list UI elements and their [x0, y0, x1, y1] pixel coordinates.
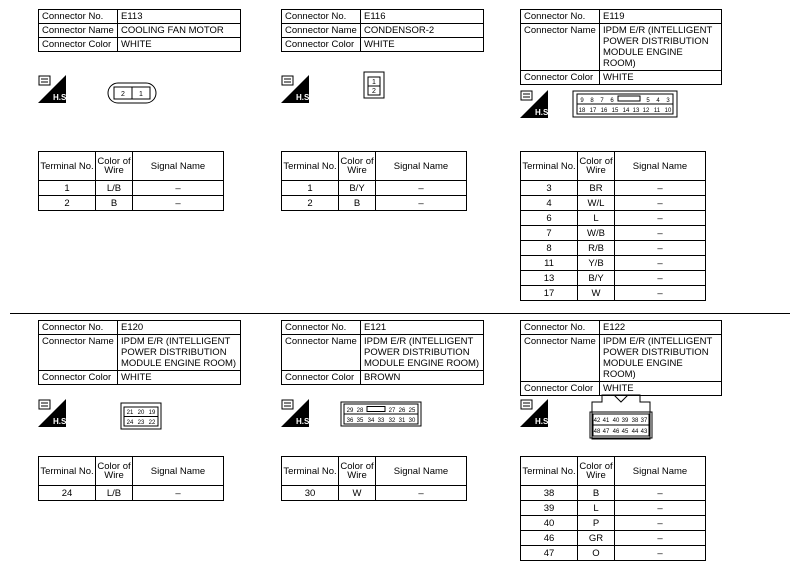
info-cell: Connector Color [521, 382, 600, 396]
pin-label: 44 [631, 429, 639, 435]
connector-face-e122 [584, 392, 658, 442]
table-row [521, 196, 706, 211]
pin-label: H.S. [296, 93, 312, 102]
pin-label: 9 [580, 98, 584, 104]
pin-label: 26 [398, 408, 406, 414]
table-cell: 2 [282, 196, 339, 211]
table-cell: 6 [521, 211, 578, 226]
connector-face-e120 [120, 402, 162, 430]
pin-label: 19 [148, 410, 156, 416]
label-connector-no: Connector No. [282, 10, 361, 24]
table-cell: 3 [521, 181, 578, 196]
table-cell: – [376, 181, 467, 196]
pin-label: 23 [137, 420, 145, 426]
pin-label: 12 [642, 108, 650, 114]
info-cell: IPDM E/R (INTELLIGENT POWER DISTRIBUTION MODULE ENGINE ROOM) [600, 24, 722, 71]
table-cell: – [133, 486, 224, 501]
col-terminal-no: Terminal No. [39, 152, 96, 181]
table-row [521, 211, 706, 226]
table-row [39, 486, 224, 501]
table-cell: – [615, 531, 706, 546]
pin-label: 15 [611, 108, 619, 114]
pin-label: 38 [631, 418, 639, 424]
table-cell: 38 [521, 486, 578, 501]
connector-info-e120 [38, 320, 241, 385]
pin-label: 46 [612, 429, 620, 435]
info-cell: IPDM E/R (INTELLIGENT POWER DISTRIBUTION MODULE ENGINE ROOM) [600, 335, 722, 382]
pin-label: 20 [137, 410, 145, 416]
harness-side-icon [281, 399, 312, 427]
harness-side-icon [520, 90, 551, 118]
column-header: Color of Wire [578, 457, 615, 486]
table-cell: 8 [521, 241, 578, 256]
table-cell: – [615, 486, 706, 501]
connector-info-e119 [520, 9, 722, 85]
table-row [39, 196, 224, 211]
connector-no-value: E113 [118, 10, 241, 24]
pin-label: 16 [600, 108, 608, 114]
connector-name-value: CONDENSOR-2 [361, 24, 484, 38]
pin-label: 1 [139, 91, 143, 98]
info-cell: Connector No. [39, 321, 118, 335]
info-cell: Connector Name [521, 335, 600, 382]
connector-info-e116 [281, 9, 484, 52]
pin-label: 3 [666, 98, 670, 104]
column-header: Signal Name [133, 457, 224, 486]
table-cell: B/Y [339, 181, 376, 196]
table-row [282, 181, 467, 196]
connector-no-value: E116 [361, 10, 484, 24]
pin-label: 11 [653, 108, 661, 114]
info-cell: Connector No. [521, 10, 600, 24]
pin-label: 48 [593, 429, 601, 435]
connector-color-value: WHITE [361, 38, 484, 52]
pin-label: 7 [600, 98, 604, 104]
table-row [521, 486, 706, 501]
table-cell: 39 [521, 501, 578, 516]
table-cell: O [578, 546, 615, 561]
table-cell: B/Y [578, 271, 615, 286]
table-cell: B [96, 196, 133, 211]
info-cell: WHITE [600, 382, 722, 396]
column-header: Terminal No. [282, 152, 339, 181]
pin-label: 24 [126, 420, 134, 426]
table-cell: 24 [39, 486, 96, 501]
pin-label: 8 [590, 98, 594, 104]
table-row [521, 531, 706, 546]
table-row [39, 181, 224, 196]
table-cell: L/B [96, 181, 133, 196]
table-row [521, 501, 706, 516]
column-header: Terminal No. [39, 457, 96, 486]
table-cell: 40 [521, 516, 578, 531]
pin-label: 35 [356, 418, 364, 424]
table-row [521, 286, 706, 301]
pin-label: 42 [593, 418, 601, 424]
table-cell: 46 [521, 531, 578, 546]
connector-face-e121 [340, 401, 422, 427]
info-cell: Connector Color [39, 371, 118, 385]
table-cell: – [615, 181, 706, 196]
column-header: Color of Wire [96, 457, 133, 486]
info-cell: Connector Name [521, 24, 600, 71]
info-cell: Connector Name [39, 335, 118, 371]
pin-label: H.S. [535, 108, 551, 117]
pin-label: 43 [640, 429, 648, 435]
table-cell: 1 [39, 181, 96, 196]
table-cell: 13 [521, 271, 578, 286]
pin-label: 4 [656, 98, 660, 104]
table-cell: 11 [521, 256, 578, 271]
table-cell: L [578, 501, 615, 516]
connector-face-e119 [572, 90, 678, 118]
pin-label: H.S. [53, 417, 69, 426]
pin-label: 27 [388, 408, 396, 414]
table-cell: GR [578, 531, 615, 546]
pin-label: 30 [408, 418, 416, 424]
label-connector-name: Connector Name [282, 24, 361, 38]
table-cell: 17 [521, 286, 578, 301]
table-cell: 1 [282, 181, 339, 196]
table-row [282, 196, 467, 211]
pin-label: 37 [640, 418, 648, 424]
table-cell: 47 [521, 546, 578, 561]
terminal-table-e116 [281, 151, 467, 211]
pin-label: 6 [610, 98, 614, 104]
info-cell: Connector Name [282, 335, 361, 371]
table-row [282, 486, 467, 501]
pin-label: 47 [602, 429, 610, 435]
info-cell: IPDM E/R (INTELLIGENT POWER DISTRIBUTION MODULE ENGINE ROOM) [118, 335, 241, 371]
info-cell: Connector No. [521, 321, 600, 335]
col-color-of-wire: Color of Wire [96, 152, 133, 181]
table-cell: – [615, 256, 706, 271]
pin-label: H.S. [535, 417, 551, 426]
table-row [521, 516, 706, 531]
table-cell: – [615, 516, 706, 531]
harness-side-icon [520, 399, 551, 427]
connector-face-e113 [107, 80, 157, 106]
table-cell: W [578, 286, 615, 301]
table-cell: 4 [521, 196, 578, 211]
column-header: Signal Name [376, 457, 467, 486]
table-row [521, 256, 706, 271]
table-row [521, 271, 706, 286]
connector-color-value: WHITE [118, 38, 241, 52]
pin-label: 1 [372, 79, 376, 86]
table-cell: – [615, 546, 706, 561]
table-cell: – [133, 196, 224, 211]
info-cell: WHITE [600, 71, 722, 85]
pin-label: 5 [646, 98, 650, 104]
column-header: Signal Name [615, 457, 706, 486]
table-cell: R/B [578, 241, 615, 256]
table-cell: – [376, 486, 467, 501]
table-cell: W/B [578, 226, 615, 241]
terminal-table-e120 [38, 456, 224, 501]
table-cell: 2 [39, 196, 96, 211]
table-cell: B [339, 196, 376, 211]
table-cell: W [339, 486, 376, 501]
column-header: Color of Wire [578, 152, 615, 181]
label-connector-no: Connector No. [39, 10, 118, 24]
table-cell: Y/B [578, 256, 615, 271]
table-cell: W/L [578, 196, 615, 211]
table-cell: – [615, 211, 706, 226]
pin-label: 33 [377, 418, 385, 424]
terminal-table-e122 [520, 456, 706, 561]
table-row [521, 181, 706, 196]
pin-label: 34 [367, 418, 375, 424]
info-cell: E120 [118, 321, 241, 335]
table-cell: – [615, 241, 706, 256]
table-cell: 30 [282, 486, 339, 501]
column-header: Color of Wire [339, 457, 376, 486]
table-cell: – [615, 226, 706, 241]
column-header: Color of Wire [339, 152, 376, 181]
connector-info-e121 [281, 320, 484, 385]
table-cell: 7 [521, 226, 578, 241]
table-cell: – [133, 181, 224, 196]
pin-label: 17 [589, 108, 597, 114]
pin-label: 29 [346, 408, 354, 414]
pin-label: 25 [408, 408, 416, 414]
table-row [521, 226, 706, 241]
harness-side-icon [281, 75, 312, 103]
table-cell: L [578, 211, 615, 226]
info-cell: E121 [361, 321, 484, 335]
table-cell: – [615, 501, 706, 516]
column-header: Terminal No. [282, 457, 339, 486]
pin-label: 21 [126, 410, 134, 416]
terminal-table-e119 [520, 151, 706, 301]
table-cell: – [615, 271, 706, 286]
connector-info-e122 [520, 320, 722, 396]
label-connector-color: Connector Color [282, 38, 361, 52]
harness-side-icon [38, 75, 69, 103]
column-header: Signal Name [376, 152, 467, 181]
harness-side-icon [38, 399, 69, 427]
pin-label: 10 [664, 108, 672, 114]
table-cell: B [578, 486, 615, 501]
label-connector-color: Connector Color [39, 38, 118, 52]
pin-label: H.S. [296, 417, 312, 426]
table-cell: – [615, 196, 706, 211]
terminal-table-e121 [281, 456, 467, 501]
pin-label: 18 [578, 108, 586, 114]
info-cell: E122 [600, 321, 722, 335]
info-cell: E119 [600, 10, 722, 24]
pin-label: 32 [388, 418, 396, 424]
table-cell: P [578, 516, 615, 531]
column-header: Terminal No. [521, 152, 578, 181]
pin-label: 41 [602, 418, 610, 424]
terminal-table-e113 [38, 151, 224, 211]
table-cell: L/B [96, 486, 133, 501]
pin-label: 36 [346, 418, 354, 424]
col-signal-name: Signal Name [133, 152, 224, 181]
connector-info-e113 [38, 9, 241, 52]
table-cell: – [615, 286, 706, 301]
connector-face-e116 [362, 71, 386, 101]
column-header: Terminal No. [521, 457, 578, 486]
pin-label: 45 [621, 429, 629, 435]
hs-text: H.S. [53, 93, 69, 102]
table-cell: – [376, 196, 467, 211]
info-cell: BROWN [361, 371, 484, 385]
column-header: Signal Name [615, 152, 706, 181]
pin-label: 13 [632, 108, 640, 114]
info-cell: Connector No. [282, 321, 361, 335]
pin-label: 2 [121, 91, 125, 98]
pin-label: 14 [622, 108, 630, 114]
info-cell: WHITE [118, 371, 241, 385]
pin-label: 39 [621, 418, 629, 424]
pin-label: 31 [398, 418, 406, 424]
section-divider [10, 313, 790, 314]
info-cell: Connector Color [282, 371, 361, 385]
connector-name-value: COOLING FAN MOTOR [118, 24, 241, 38]
info-cell: Connector Color [521, 71, 600, 85]
pin-label: 22 [148, 420, 156, 426]
table-row [521, 546, 706, 561]
pin-label: 2 [372, 88, 376, 95]
table-cell: BR [578, 181, 615, 196]
pin-label: 40 [612, 418, 620, 424]
table-row [521, 241, 706, 256]
info-cell: IPDM E/R (INTELLIGENT POWER DISTRIBUTION MODULE ENGINE ROOM) [361, 335, 484, 371]
pin-label: 28 [356, 408, 364, 414]
label-connector-name: Connector Name [39, 24, 118, 38]
